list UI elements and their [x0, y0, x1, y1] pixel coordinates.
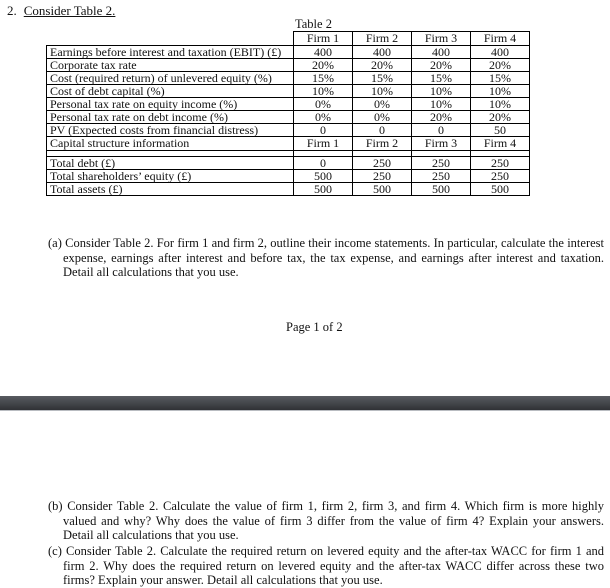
table-row — [47, 59, 530, 72]
table-cell: 20% — [294, 59, 353, 72]
table-row — [47, 46, 530, 59]
table-cell: 0% — [353, 111, 412, 124]
structure-firm-1: Firm 1 — [294, 137, 353, 151]
part-c-text: (c) Consider Table 2. Calculate the required return on levered equity and the after-tax WACC for firm 1 and firm 2. Why does the required return on levered equity and the after-tax WACC differ across these two firms? Explain your answer. Detail all calculations that you use. — [48, 544, 604, 587]
table-cell: 500 — [353, 183, 412, 196]
table-cell: 50 — [471, 124, 530, 137]
table-cell: 250 — [353, 170, 412, 183]
question-heading — [7, 3, 115, 19]
table-cell: 400 — [471, 46, 530, 59]
question-part-c — [48, 544, 604, 588]
table-cell: 15% — [294, 72, 353, 85]
question-number: 2. — [7, 3, 17, 18]
structure-firm-4: Firm 4 — [471, 137, 530, 151]
table-cell: 250 — [353, 157, 412, 170]
table-cell: 10% — [412, 85, 471, 98]
header-firm-2: Firm 2 — [353, 32, 412, 46]
table-cell: 250 — [471, 157, 530, 170]
structure-firm-2: Firm 2 — [353, 137, 412, 151]
table-cell: 20% — [412, 59, 471, 72]
table-caption: Table 2 — [295, 17, 332, 31]
table-row — [47, 157, 530, 170]
table-cell: 15% — [412, 72, 471, 85]
question-title: Consider Table 2. — [23, 3, 116, 18]
row-label: Corporate tax rate — [47, 59, 294, 72]
table-cell: 15% — [353, 72, 412, 85]
table-cell: 400 — [353, 46, 412, 59]
table-row — [47, 124, 530, 137]
financial-table — [46, 31, 530, 196]
header-blank-cell — [47, 32, 294, 46]
table-cell: 0 — [294, 124, 353, 137]
table-cell: 20% — [471, 111, 530, 124]
row-label: Personal tax rate on equity income (%) — [47, 98, 294, 111]
table-cell: 10% — [412, 98, 471, 111]
row-label: Total assets (£) — [47, 183, 294, 196]
part-b-text: (b) Consider Table 2. Calculate the value of firm 1, firm 2, firm 3, and firm 4. Which firm is more highly valued and why? Why does the value of firm 3 differ from the value of firm 4? Explain your answers. Detail all calculations that you use. — [48, 499, 604, 542]
capital-structure-label: Capital structure information — [47, 137, 294, 151]
table-row — [47, 170, 530, 183]
question-part-a — [48, 236, 604, 280]
table-row — [47, 98, 530, 111]
header-firm-1: Firm 1 — [294, 32, 353, 46]
question-part-b — [48, 499, 604, 543]
page-number: Page 1 of 2 — [286, 320, 343, 334]
table-cell: 15% — [471, 72, 530, 85]
table-cell: 10% — [471, 85, 530, 98]
row-label: PV (Expected costs from financial distress) — [47, 124, 294, 137]
table-cell: 0 — [353, 124, 412, 137]
table-row — [47, 72, 530, 85]
table-cell: 20% — [412, 111, 471, 124]
row-label: Earnings before interest and taxation (EBIT) (£) — [47, 46, 294, 59]
table-cell: 500 — [471, 183, 530, 196]
row-label: Total debt (£) — [47, 157, 294, 170]
table-row — [47, 183, 530, 196]
table-cell: 0 — [294, 157, 353, 170]
table-header-row — [47, 32, 530, 46]
row-label: Cost (required return) of unlevered equity (%) — [47, 72, 294, 85]
table-cell: 250 — [471, 170, 530, 183]
capital-structure-header-row — [47, 137, 530, 151]
structure-firm-3: Firm 3 — [412, 137, 471, 151]
table-cell: 500 — [294, 170, 353, 183]
table-cell: 250 — [412, 170, 471, 183]
table-cell: 10% — [294, 85, 353, 98]
row-label: Cost of debt capital (%) — [47, 85, 294, 98]
table-cell: 0% — [294, 98, 353, 111]
table-cell: 0% — [294, 111, 353, 124]
table-cell: 20% — [471, 59, 530, 72]
table-row — [47, 111, 530, 124]
table-cell: 0 — [412, 124, 471, 137]
header-firm-3: Firm 3 — [412, 32, 471, 46]
table-cell: 500 — [412, 183, 471, 196]
header-firm-4: Firm 4 — [471, 32, 530, 46]
table-cell: 500 — [294, 183, 353, 196]
table-cell: 20% — [353, 59, 412, 72]
row-label: Total shareholders’ equity (£) — [47, 170, 294, 183]
table-cell: 400 — [412, 46, 471, 59]
table-row — [47, 85, 530, 98]
row-label: Personal tax rate on debt income (%) — [47, 111, 294, 124]
table-cell: 400 — [294, 46, 353, 59]
table-cell: 250 — [412, 157, 471, 170]
table-cell: 10% — [471, 98, 530, 111]
table-cell: 10% — [353, 85, 412, 98]
table-cell: 0% — [353, 98, 412, 111]
page-break-divider — [0, 396, 610, 410]
part-a-text: (a) Consider Table 2. For firm 1 and firm 2, outline their income statements. In particular, calculate the interest expense, earnings after interest and before tax, the tax expense, and earnings after interest and taxation. Detail all calculations that you use. — [48, 236, 604, 279]
page-edge-line — [0, 410, 610, 411]
